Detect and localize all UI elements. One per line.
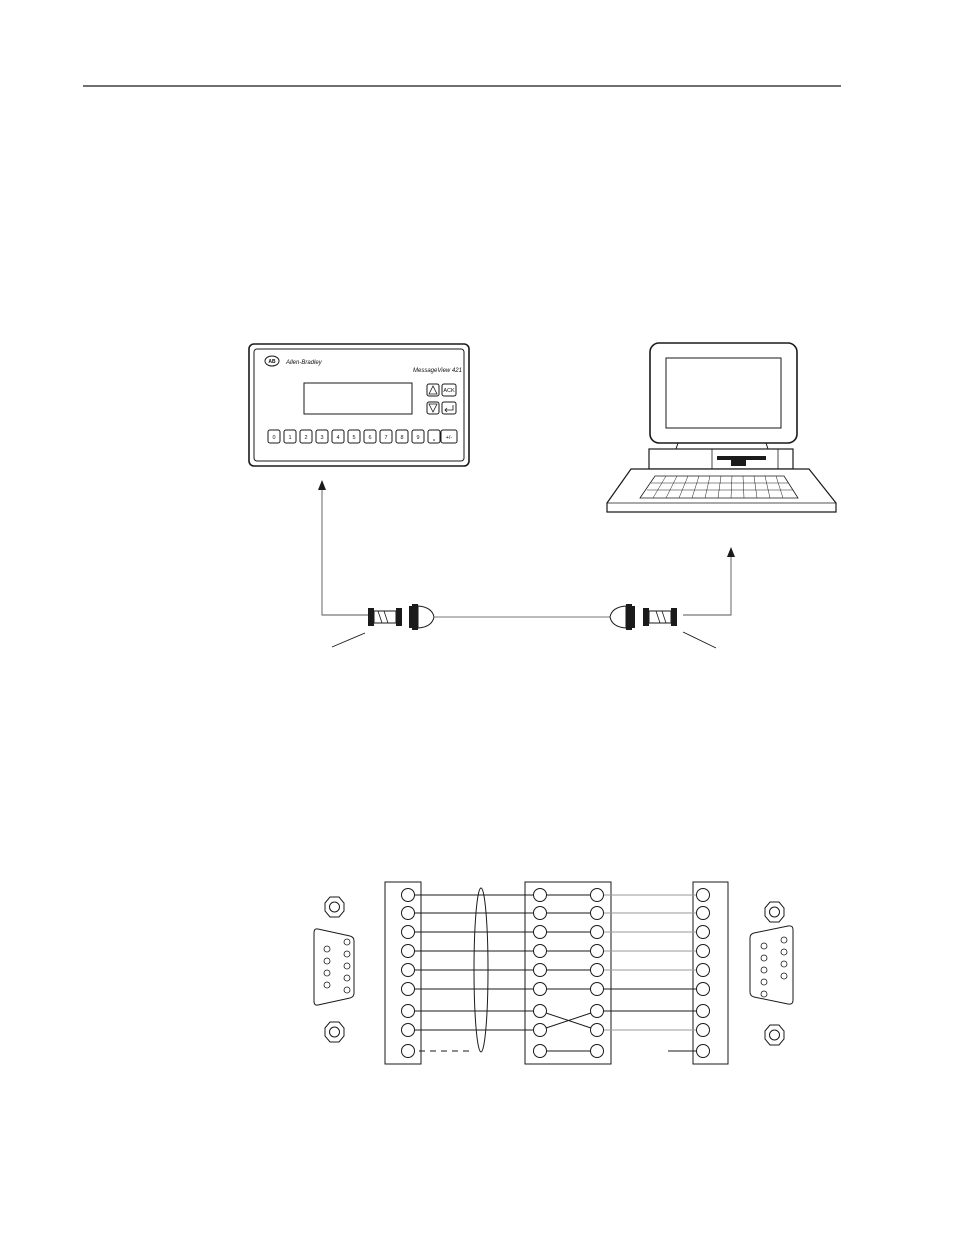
arrow-head-up-icon <box>318 480 326 490</box>
pc-monitor <box>650 343 797 449</box>
right-jack-screw-top <box>765 902 784 922</box>
wiring-diagram <box>314 882 793 1064</box>
right-strip-terminals <box>697 889 710 1058</box>
key-label: 7 <box>384 435 388 441</box>
wires-left-to-center <box>408 895 534 1030</box>
key-9[interactable] <box>412 430 424 443</box>
key-8[interactable] <box>396 430 408 443</box>
enter-key[interactable] <box>442 402 456 414</box>
right-callout-leader <box>683 632 716 648</box>
left-db9-connector <box>368 604 434 630</box>
center-strip-terminals-right <box>591 889 604 1058</box>
pc-base-unit <box>649 449 793 469</box>
arrow-to-terminal <box>322 485 368 615</box>
messageview-terminal <box>249 344 469 466</box>
key-label: 8 <box>400 435 404 441</box>
key-label: 1 <box>288 435 292 441</box>
left-db9-port <box>314 897 354 1042</box>
key-label: 2 <box>304 435 308 441</box>
left-callout-leader <box>332 633 365 647</box>
center-strip-terminals-left <box>534 889 547 1058</box>
arrow-head-up-icon <box>727 547 735 557</box>
left-db9-pins <box>324 939 350 993</box>
wires-center-to-right <box>603 895 703 1030</box>
monitor-stand <box>676 443 768 449</box>
pc-keyboard <box>607 469 836 512</box>
key-0[interactable] <box>268 430 280 443</box>
key-label: +/- <box>445 435 453 441</box>
left-strip-terminals <box>402 889 415 1058</box>
ack-key-label: ACK <box>443 388 455 394</box>
key-3[interactable] <box>316 430 328 443</box>
key-plus-minus[interactable] <box>441 430 457 443</box>
key-1[interactable] <box>284 430 296 443</box>
key-label: 5 <box>352 435 356 441</box>
right-db9-pins <box>761 937 787 997</box>
key-label: 6 <box>368 435 372 441</box>
key-label: 3 <box>320 435 324 441</box>
key-label: 4 <box>336 435 340 441</box>
key-label: 0 <box>272 435 276 441</box>
personal-computer <box>607 343 836 512</box>
ab-logo-text: AB <box>268 359 276 365</box>
key-label: 9 <box>416 435 420 441</box>
terminal-model: MessageView 421 <box>413 368 462 374</box>
arrow-to-computer <box>683 555 731 615</box>
jumpers-center <box>540 895 597 1051</box>
key-6[interactable] <box>364 430 376 443</box>
right-db9-port <box>750 902 793 1045</box>
left-db9-shell <box>314 929 354 1005</box>
right-jack-screw-bottom <box>765 1025 784 1045</box>
key-5[interactable] <box>348 430 360 443</box>
left-jack-screw-bottom <box>325 1022 344 1042</box>
key-4[interactable] <box>332 430 344 443</box>
key-2[interactable] <box>300 430 312 443</box>
left-jack-screw-top <box>325 897 344 917</box>
terminal-brand: Allen-Bradley <box>286 360 322 366</box>
right-db9-connector <box>610 604 677 630</box>
key-7[interactable] <box>380 430 392 443</box>
key-decimal[interactable] <box>428 430 440 443</box>
